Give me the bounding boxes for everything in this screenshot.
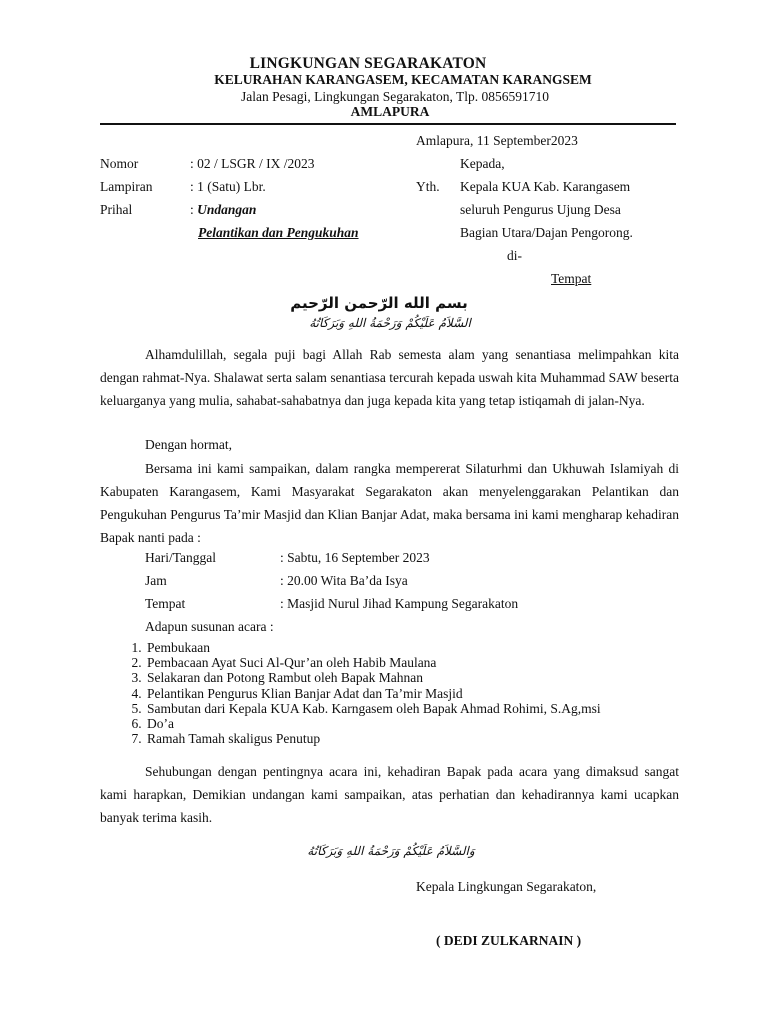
recipient-line3: Bagian Utara/Dajan Pengorong. bbox=[460, 225, 633, 240]
letterhead-address: Jalan Pesagi, Lingkungan Segarakaton, Tlp. 0856591710 bbox=[241, 89, 549, 104]
agenda-item: 3. Selakaran dan Potong Rambut oleh Bapak Mahnan bbox=[145, 670, 601, 685]
recipient-yth: Yth. bbox=[416, 179, 440, 194]
letterhead-city: AMLAPURA bbox=[350, 104, 430, 119]
nomor-label: Nomor bbox=[100, 156, 139, 171]
recipient-tempat: Tempat bbox=[551, 271, 592, 286]
event-day-value: : Sabtu, 16 September 2023 bbox=[280, 550, 430, 565]
signature-name: ( DEDI ZULKARNAIN ) bbox=[436, 933, 582, 948]
nomor-value: : 02 / LSGR / IX /2023 bbox=[190, 156, 315, 171]
paragraph-closing: Sehubungan dengan pentingnya acara ini, kehadiran Bapak pada acara yang dimaksud sangat kami harapkan, Demikian undangan kami sampaikan, atas perhatian dan kehadirannya kami ucapkan banyak terima kasih. bbox=[100, 764, 679, 825]
bismillah-text: بسم الله الرّحمن الرّحيم bbox=[290, 294, 468, 312]
lampiran-value: : 1 (Satu) Lbr. bbox=[190, 179, 266, 194]
agenda-item: 6. Do’a bbox=[145, 716, 601, 731]
lampiran-label: Lampiran bbox=[100, 179, 153, 194]
prihal-subject: Undangan bbox=[197, 202, 257, 217]
agenda-item: 4. Pelantikan Pengurus Klian Banjar Adat dan Ta’mir Masjid bbox=[145, 686, 601, 701]
event-time-value: : 20.00 Wita Ba’da Isya bbox=[280, 573, 408, 588]
recipient-kepada: Kepada, bbox=[460, 156, 505, 171]
event-day-label: Hari/Tanggal bbox=[145, 550, 217, 565]
agenda-item: 7. Ramah Tamah skaligus Penutup bbox=[145, 731, 601, 746]
salam-opening: السَّلاَمُ عَلَيْكُمْ وَرَحْمَةُ اللهِ وَبَرَكَاتُهُ bbox=[309, 316, 471, 330]
paragraph-opening: Alhamdulillah, segala puji bagi Allah Rab semesta alam yang senantiasa melimpahkan kita dengan rahmat-Nya. Shalawat serta salam senantiasa tercurah kepada uswah kita Muhammad SAW beserta keluarganya yang mulia, sahabat-sahabatnya dan juga kepada kita yang tetap istiqamah di jalan-Nya. bbox=[100, 347, 679, 408]
prihal-subject-line2: Pelantikan dan Pengukuhan bbox=[198, 225, 359, 240]
place-date: Amlapura, 11 September2023 bbox=[416, 133, 578, 148]
greeting: Dengan hormat, bbox=[145, 437, 232, 452]
recipient-di: di- bbox=[507, 248, 522, 263]
salam-closing: وَالسَّلاَمُ عَلَيْكُمْ وَرَحْمَةُ اللهِ وَبَرَكَاتُهُ bbox=[307, 844, 475, 858]
paragraph-invitation: Bersama ini kami sampaikan, dalam rangka mempererat Silaturhmi dan Ukhuwah Islamiyah di Kabupaten Karangasem, Kami Masyarakat Segarakaton akan menyelenggarakan Pelantikan dan Pengukuhan Pengurus Ta’mir Masjid dan Klian Banjar Adat, maka bersama ini kami mengharap kehadiran Bapak nanti pada : bbox=[100, 461, 679, 545]
signature-title: Kepala Lingkungan Segarakaton, bbox=[416, 879, 597, 894]
agenda-intro: Adapun susunan acara : bbox=[145, 619, 274, 634]
prihal-value bbox=[190, 202, 256, 218]
agenda-list bbox=[120, 640, 601, 746]
event-time-label: Jam bbox=[145, 573, 167, 588]
letterhead-org: LINGKUNGAN SEGARAKATON bbox=[249, 55, 487, 72]
agenda-item: 1. Pembukaan bbox=[145, 640, 601, 655]
letterhead-divider bbox=[100, 123, 676, 125]
prihal-colon: : bbox=[190, 202, 198, 217]
prihal-label: Prihal bbox=[100, 202, 133, 217]
event-place-label: Tempat bbox=[145, 596, 186, 611]
agenda-item: 2. Pembacaan Ayat Suci Al-Qur’an oleh Habib Maulana bbox=[145, 655, 601, 670]
letterhead-district: KELURAHAN KARANGASEM, KECAMATAN KARANGSEM bbox=[214, 72, 592, 87]
recipient-line1: Kepala KUA Kab. Karangasem bbox=[460, 179, 631, 194]
agenda-item: 5. Sambutan dari Kepala KUA Kab. Karngasem oleh Bapak Ahmad Rohimi, S.Ag,msi bbox=[145, 701, 601, 716]
recipient-line2: seluruh Pengurus Ujung Desa bbox=[460, 202, 621, 217]
event-place-value: : Masjid Nurul Jihad Kampung Segarakaton bbox=[280, 596, 519, 611]
